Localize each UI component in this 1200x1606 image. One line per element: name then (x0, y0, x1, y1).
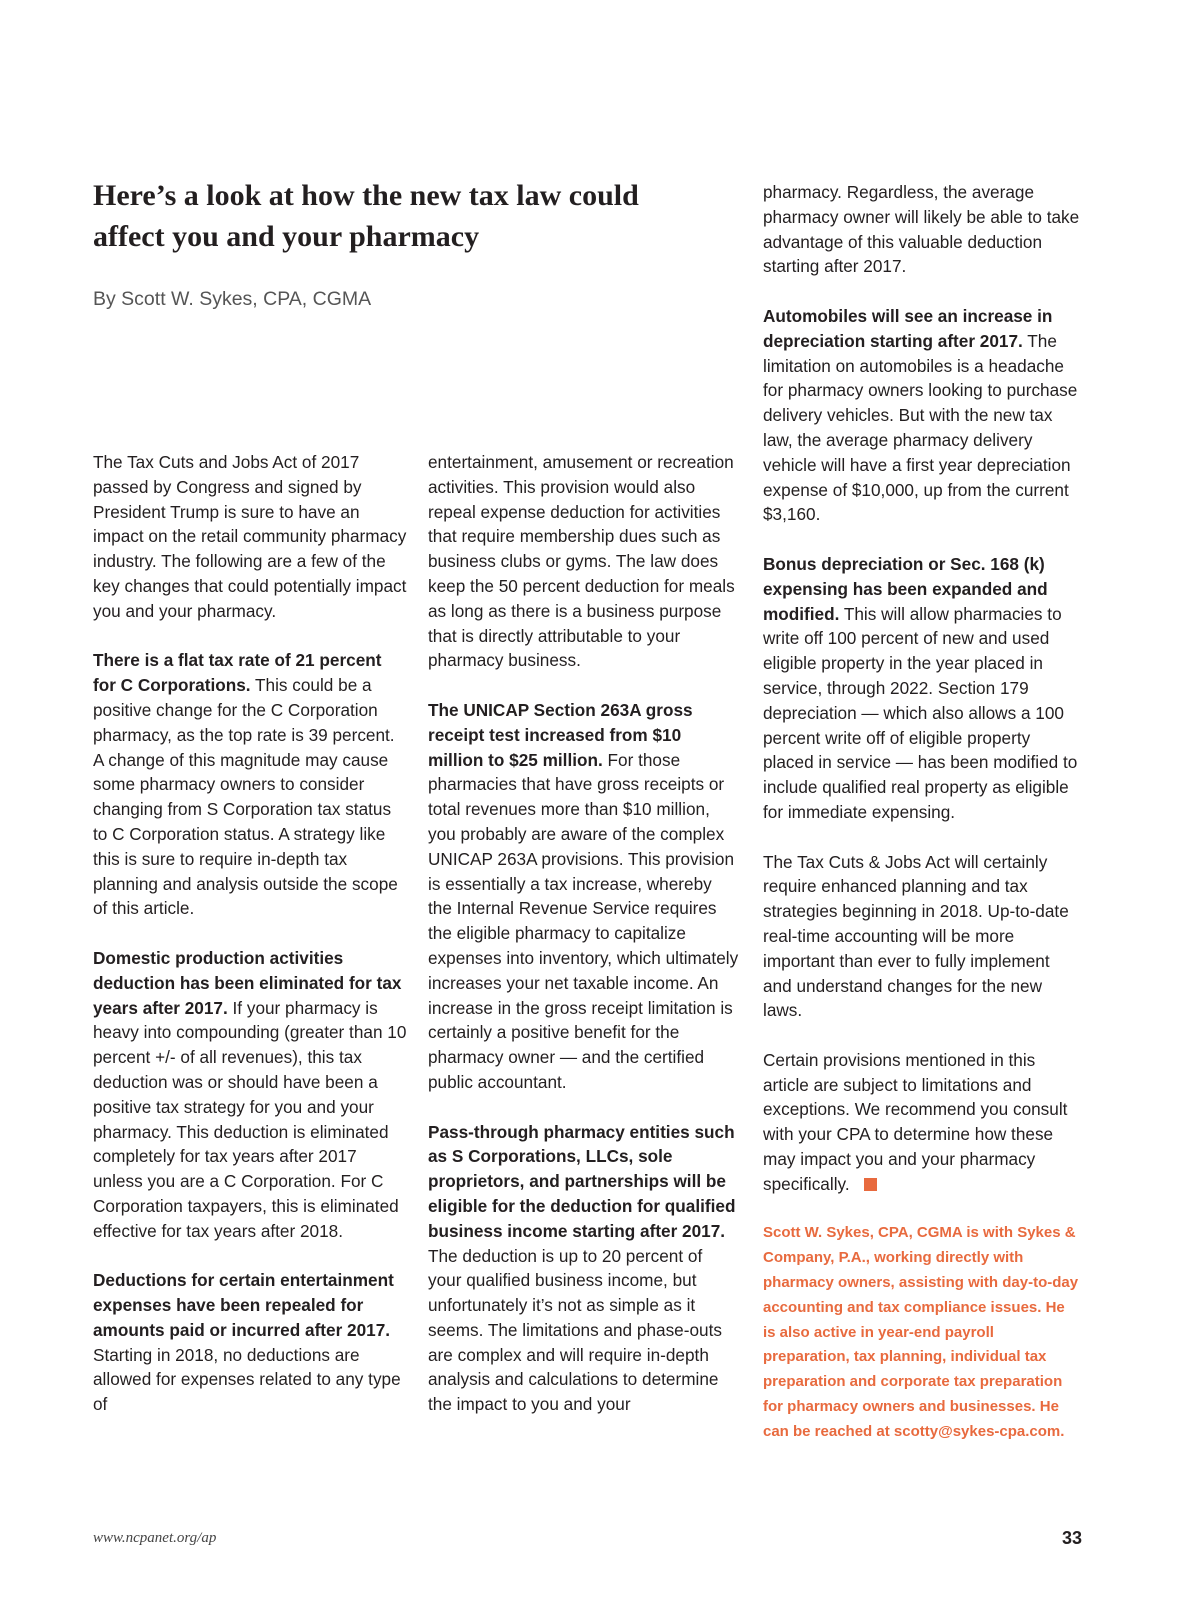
paragraph-body: This could be a positive change for the C Corporation pharmacy, as the top rate is 39 percent. A change of this magnitude may cause some pharmacy owners to consider changing from S Corporation tax status to C Corporation status. A strategy like this is sure to require in-depth tax planning and analysis outside the scope of this article. (93, 675, 398, 919)
paragraph-pass-through (428, 1120, 740, 1418)
paragraph-domestic-production (93, 946, 408, 1244)
paragraph-body: If your pharmacy is heavy into compounding (greater than 10 percent +/- of all revenues), this tax deduction was or should have been a positive tax strategy for you and your pharmacy. This deduction is eliminated completely for tax years after 2017 unless you are a C Corporation. For C Corporation taxpayers, this is eliminated effective for tax years after 2018. (93, 997, 407, 1241)
paragraph-bonus-depreciation (763, 552, 1081, 825)
paragraph-body: The deduction is up to 20 percent of your qualified business income, but unfortunately it’s not as simple as it seems. The limitations and phase-outs are complex and will require in-depth analysis and calculations to determine the impact to you and your (428, 1245, 722, 1415)
paragraph-disclaimer (763, 1048, 1081, 1197)
paragraph-lead: The UNICAP Section 263A gross receipt test increased from $10 million to $25 million. (428, 699, 693, 770)
paragraph-lead: Domestic production activities deduction has been eliminated for tax years after 2017. (93, 947, 402, 1018)
column-3 (763, 180, 1081, 1469)
paragraph-flat-tax (93, 648, 408, 921)
column-1 (93, 450, 408, 1442)
footer-url: www.ncpanet.org/ap (93, 1530, 217, 1546)
paragraph-lead: Automobiles will see an increase in depreciation starting after 2017. (763, 305, 1053, 351)
paragraph-body: Starting in 2018, no deductions are allowed for expenses related to any type of (93, 1344, 401, 1415)
paragraph-planning: The Tax Cuts & Jobs Act will certainly require enhanced planning and tax strategies beginning in 2018. Up-to-date real-time accounting will be more important than ever to fully implement and understand changes for the new laws. (763, 851, 1069, 1021)
paragraph-intro: The Tax Cuts and Jobs Act of 2017 passed by Congress and signed by President Trump is sure to have an impact on the retail community pharmacy industry. The following are a few of the key changes that could potentially impact you and your pharmacy. (93, 452, 407, 621)
paragraph-body: For those pharmacies that have gross receipts or total revenues more than $10 million, you probably are aware of the complex UNICAP 263A provisions. This provision is essentially a tax increase, whereby the Internal Revenue Service requires the eligible pharmacy to capitalize expenses into inventory, which ultimately increases your net taxable income. An increase in the gross receipt limitation is certainly a positive benefit for the pharmacy owner — and the certified public accountant. (428, 749, 739, 1092)
paragraph-unicap (428, 698, 740, 1095)
paragraph-automobiles (763, 304, 1081, 527)
page-number: 33 (1061, 1528, 1082, 1548)
paragraph-body: Certain provisions mentioned in this article are subject to limitations and exceptions. We recommend you consult with your CPA to determine how these may impact you and your pharmacy specifically. (763, 1049, 1068, 1194)
author-bio: Scott W. Sykes, CPA, CGMA is with Sykes & Company, P.A., working directly with pharmacy owners, assisting with day-to-day accounting and tax compliance issues. He is also active in year-end payroll preparation, tax planning, individual tax preparation and corporate tax preparation for pharmacy owners and businesses. He can be reached at scotty@sykes-cpa.com. (763, 1224, 1079, 1440)
paragraph-lead: Deductions for certain entertainment expenses have been repealed for amounts paid or incurred after 2017. (93, 1270, 394, 1340)
paragraph-lead: Pass-through pharmacy entities such as S Corporations, LLCs, sole proprietors, and partnerships will be eligible for the deduction for qualified business income starting after 2017. (428, 1121, 736, 1241)
article-title: Here’s a look at how the new tax law could affect you and your pharmacy (93, 179, 639, 253)
paragraph-lead: Bonus depreciation or Sec. 168 (k) expensing has been expanded and modified. (763, 553, 1048, 624)
end-mark-icon (864, 1178, 877, 1191)
paragraph-body: The limitation on automobiles is a headache for pharmacy owners looking to purchase delivery vehicles. But with the new tax law, the average pharmacy delivery vehicle will have a first year depreciation expense of $10,000, up from the current $3,160. (763, 330, 1078, 525)
paragraph-entertainment (93, 1268, 408, 1417)
byline: By Scott W. Sykes, CPA, CGMA (93, 288, 372, 310)
paragraph-lead: There is a flat tax rate of 21 percent for C Corporations. (93, 650, 382, 696)
paragraph-pass-through-continued: pharmacy. Regardless, the average pharmacy owner will likely be able to take advantage of this valuable deduction starting after 2017. (763, 182, 1080, 277)
paragraph-body: This will allow pharmacies to write off 100 percent of new and used eligible property in the year placed in service, through 2022. Section 179 depreciation — which also allows a 100 percent write off of eligible property placed in service — has been modified to include qualified real property as eligible for immediate expensing. (763, 603, 1078, 822)
column-2 (428, 450, 740, 1442)
paragraph-entertainment-continued: entertainment, amusement or recreation activities. This provision would also repeal expense deduction for activities that require membership dues such as business clubs or gyms. The law does keep the 50 percent deduction for meals as long as there is a business purpose that is directly attributable to your pharmacy business. (428, 452, 735, 671)
